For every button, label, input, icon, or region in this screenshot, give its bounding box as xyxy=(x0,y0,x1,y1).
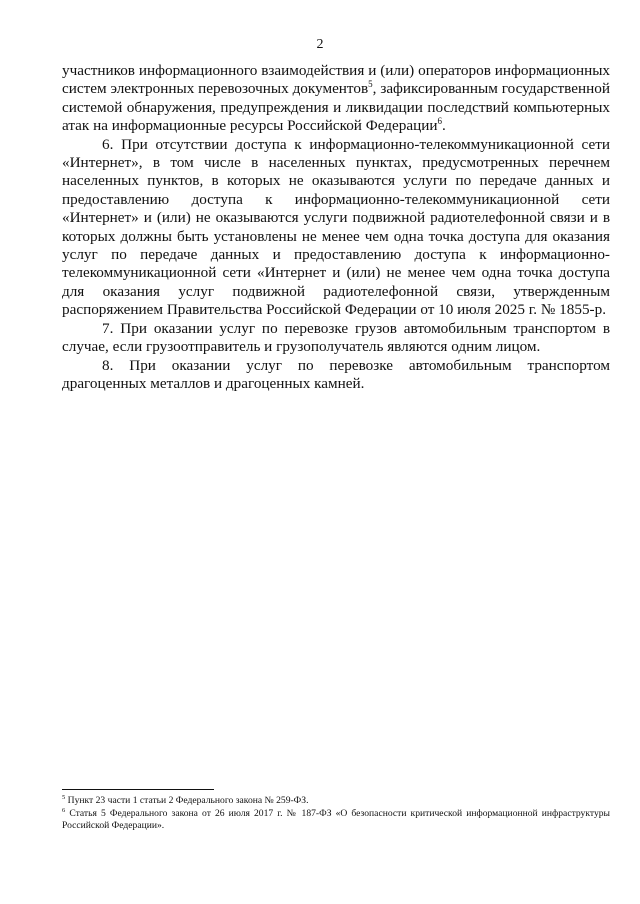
footnote-text: Пункт 23 части 1 статьи 2 Федерального закона № 259-ФЗ. xyxy=(65,795,309,806)
paragraph-text: . xyxy=(441,117,446,135)
paragraph-text: 7. При оказании услуг по перевозке грузов автомобильным транспортом в случае, если грузоотправитель и грузополучатель являются одним лицом. xyxy=(62,319,610,356)
footnote-mark: 5 xyxy=(62,793,66,801)
footnote-mark: 6 xyxy=(62,806,66,814)
footnote-5 xyxy=(62,795,610,808)
paragraph-text: 6. При отсутствии доступа к информационно-телекоммуникационной сети «Интернет», в том числе в населенных пунктах, предусмотренных перечнем населенных пунктов, в которых не оказываются услуги по передаче данных и предоставлению доступа к информационно-телекоммуникационной сети «Интернет» и (или) не оказываются услуги подвижной радиотелефонной связи и в которых должны быть установлены не менее чем одна точка доступа для оказания услуг по передаче данных и предоставлению доступа к информационно-телекоммуникационной сети «Интернет и (или) не менее чем одна точка доступа для оказания услуг подвижной радиотелефонной связи, утвержденным распоряжением Правительства Российской Федерации от 10 июля 2025 г. № 1855-р. xyxy=(62,135,610,319)
footnotes xyxy=(62,795,610,833)
page-number: 2 xyxy=(316,37,324,52)
footnote-text: Статья 5 Федерального закона от 26 июля 2017 г. № 187-ФЗ «О безопасности критической информационной инфраструктуры Российской Федерации». xyxy=(62,807,610,832)
paragraph-text: участников информационного взаимодействия и (или) операторов информационных систем электронных перевозочных документов xyxy=(62,62,610,98)
footnote-ref-5: 5 xyxy=(368,79,373,90)
footnote-ref-6: 6 xyxy=(437,116,442,127)
paragraph-item-7 xyxy=(62,320,610,357)
paragraph-text: 8. При оказании услуг по перевозке автомобильным транспортом драгоценных металлов и драгоценных камней. xyxy=(62,356,610,392)
body-text xyxy=(62,62,610,393)
paragraph-continuation xyxy=(62,62,610,136)
footnote-separator xyxy=(62,789,214,790)
paragraph-item-8 xyxy=(62,357,610,394)
paragraph-text: , зафиксированным государственной системой обнаружения, предупреждения и ликвидации последствий компьютерных атак на информационные ресурсы Российской Федерации xyxy=(62,80,610,135)
footnote-6 xyxy=(62,808,610,833)
paragraph-item-6 xyxy=(62,136,610,320)
